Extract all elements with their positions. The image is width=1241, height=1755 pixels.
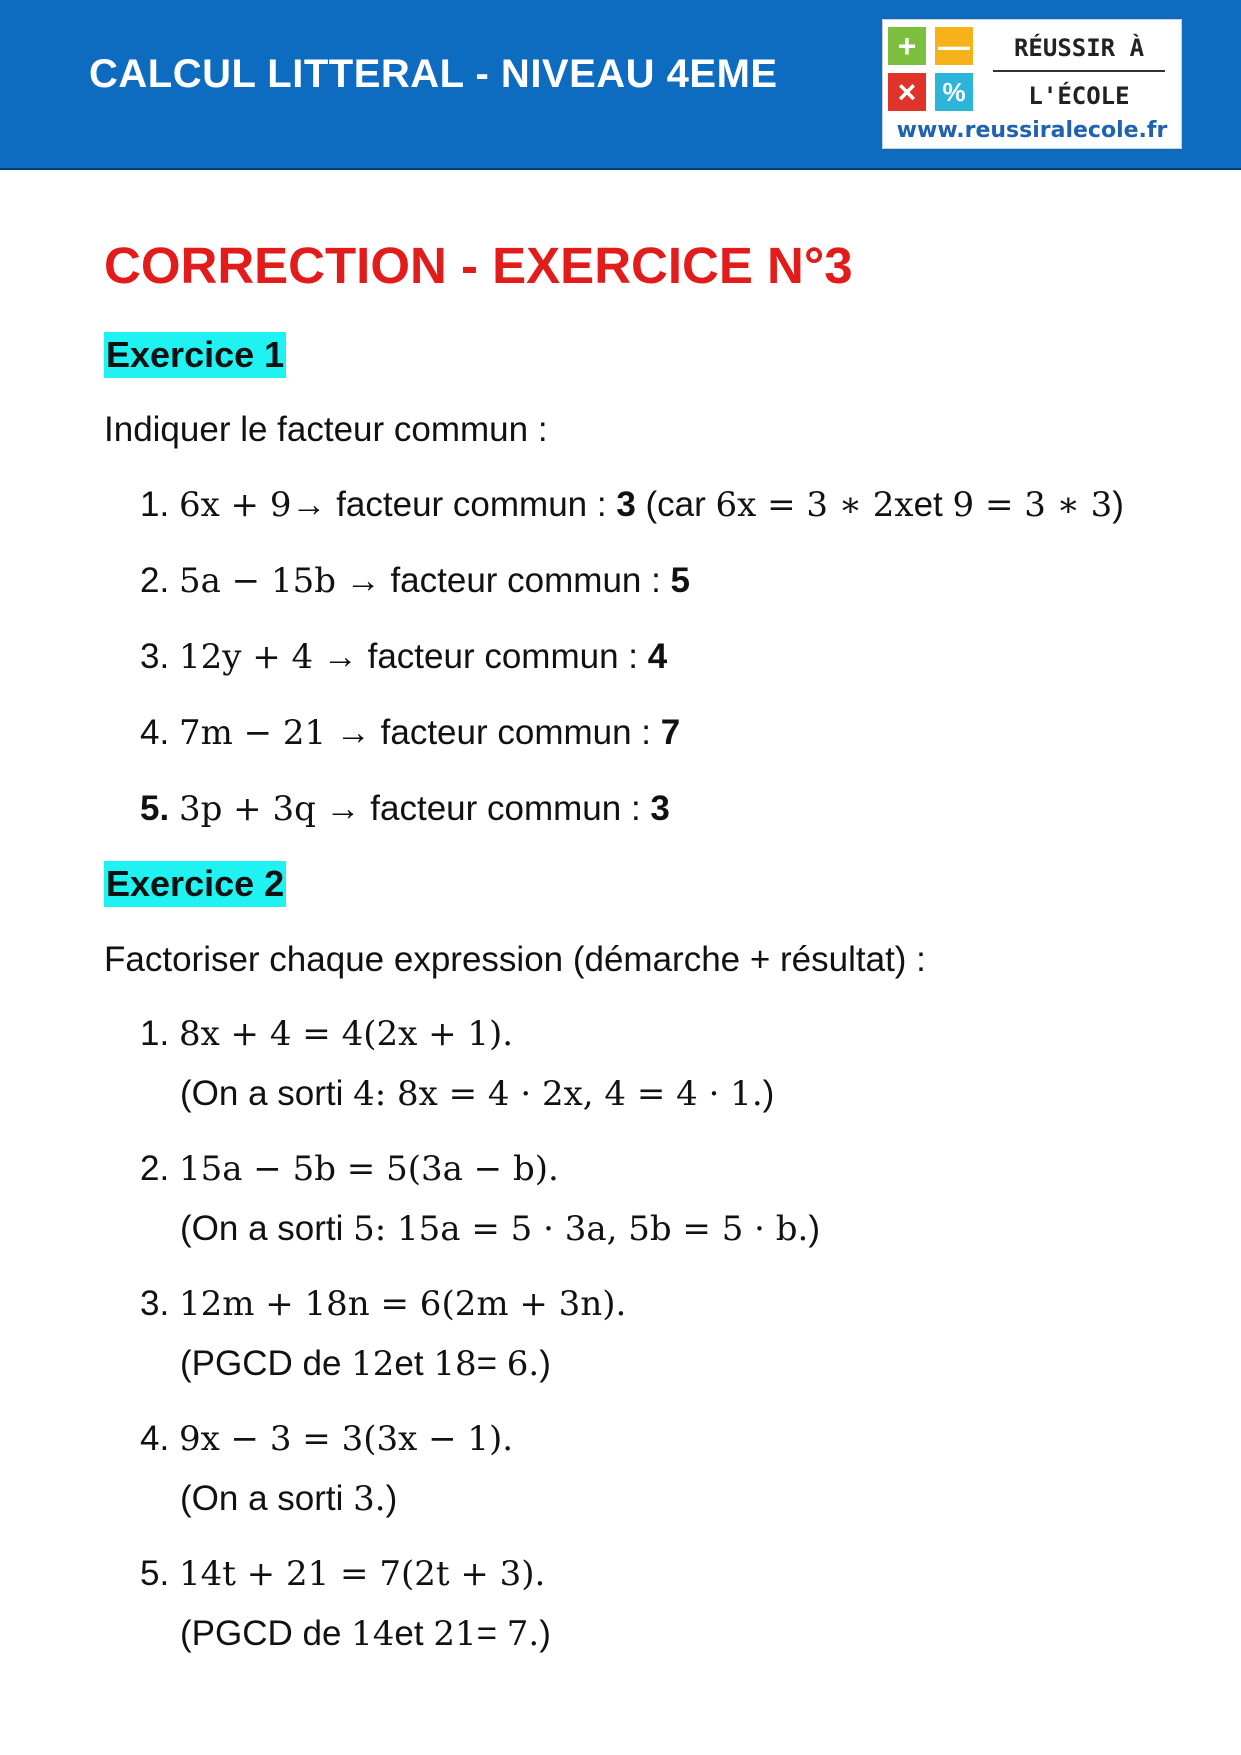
exercise2-item-2 xyxy=(140,1149,559,1189)
note-open: (On a sorti xyxy=(180,1479,354,1518)
note-open: (PGCD de xyxy=(180,1614,352,1653)
arrow-icon: → xyxy=(326,713,371,752)
exercise2-item-4 xyxy=(140,1419,513,1459)
note-open: (On a sorti xyxy=(180,1074,354,1113)
item-expression: 12m + 18n = 6(2m + 3n). xyxy=(178,1284,627,1324)
item-answer: 3 xyxy=(616,485,636,524)
arrow-icon: → xyxy=(313,637,358,676)
logo-divider xyxy=(993,70,1165,72)
header-title: CALCUL LITTERAL - NIVEAU 4EME xyxy=(89,52,778,96)
exercise2-item-5 xyxy=(140,1554,545,1594)
note-eq: = xyxy=(476,1344,507,1383)
item-number: 1. xyxy=(140,485,170,524)
arrow-icon: → xyxy=(315,789,361,828)
note-math: 4: 8x = 4 · 2x, 4 = 4 · 1. xyxy=(353,1074,763,1114)
item-expression: 8x + 4 = 4(2x + 1). xyxy=(178,1014,514,1054)
item-label: facteur commun : xyxy=(360,789,651,828)
page-title: CORRECTION - EXERCICE N°3 xyxy=(104,237,853,294)
item-expression: 5a − 15b xyxy=(178,561,336,601)
logo-text-line1: RÉUSSIR À xyxy=(1013,34,1145,62)
exercise2-item-1-note xyxy=(180,1074,774,1114)
note-close: ) xyxy=(539,1614,551,1653)
note-mid: et xyxy=(394,1614,434,1653)
exercise2-item-3-note xyxy=(180,1344,551,1384)
note-close: ) xyxy=(808,1209,820,1248)
logo-url-link[interactable]: www.reussiralecole.fr xyxy=(896,118,1168,143)
exercise2-intro: Factoriser chaque expression (démarche + résultat) : xyxy=(104,940,926,979)
header-banner xyxy=(0,0,1241,170)
plus-icon: + xyxy=(888,27,926,65)
item-expression: 7m − 21 xyxy=(178,713,327,753)
note-math: 12 xyxy=(351,1344,395,1384)
item-number: 1. xyxy=(140,1014,170,1053)
item-label: facteur commun : xyxy=(326,485,617,524)
exercise2-item-1 xyxy=(140,1014,513,1054)
item-answer: 7 xyxy=(660,713,681,752)
note-open: (PGCD de xyxy=(180,1344,352,1383)
exercise2-item-4-note xyxy=(180,1479,397,1519)
multiply-icon: × xyxy=(888,73,926,111)
item-note-et: et xyxy=(913,485,953,524)
percent-icon: % xyxy=(935,73,973,111)
exercise1-intro: Indiquer le facteur commun : xyxy=(104,410,548,449)
item-note-math2: 9 = 3 ∗ 3 xyxy=(952,485,1113,525)
note-math: 3. xyxy=(353,1479,386,1519)
note-math: 14 xyxy=(351,1614,395,1654)
item-note-close: ) xyxy=(1112,485,1124,524)
item-answer: 5 xyxy=(670,561,691,600)
exercise1-heading: Exercice 1 xyxy=(104,332,286,378)
item-expression: 6x + 9 xyxy=(178,485,292,525)
item-number: 4. xyxy=(140,1419,170,1458)
item-expression: 9x − 3 = 3(3x − 1). xyxy=(178,1419,514,1459)
note-math2: 21 xyxy=(433,1614,477,1654)
note-math: 5: 15a = 5 · 3a, 5b = 5 · b. xyxy=(353,1209,809,1249)
item-number: 5. xyxy=(140,1554,170,1593)
note-math3: 6. xyxy=(506,1344,540,1384)
exercise1-item-3 xyxy=(140,637,667,677)
arrow-icon: → xyxy=(335,561,381,600)
item-label: facteur commun : xyxy=(380,561,671,600)
note-close: ) xyxy=(539,1344,551,1383)
item-number: 3. xyxy=(140,637,170,676)
note-close: ) xyxy=(762,1074,775,1113)
item-answer: 3 xyxy=(650,789,670,828)
item-number: 4. xyxy=(140,713,170,752)
item-label: facteur commun : xyxy=(357,637,648,676)
exercise2-item-3 xyxy=(140,1284,626,1324)
item-expression: 14t + 21 = 7(2t + 3). xyxy=(178,1554,546,1594)
item-note-math: 6x = 3 ∗ 2x xyxy=(715,485,914,525)
note-open: (On a sorti xyxy=(180,1209,354,1248)
item-note-open: (car xyxy=(635,485,716,524)
note-math3: 7. xyxy=(506,1614,540,1654)
exercise2-item-2-note xyxy=(180,1209,820,1249)
item-number: 3. xyxy=(140,1284,170,1323)
item-number: 2. xyxy=(140,1149,170,1188)
exercise1-item-5 xyxy=(140,789,670,829)
note-eq: = xyxy=(476,1614,507,1653)
exercise1-item-4 xyxy=(140,713,680,753)
item-expression: 3p + 3q xyxy=(178,789,316,829)
note-math2: 18 xyxy=(433,1344,477,1384)
item-answer: 4 xyxy=(647,637,668,676)
site-logo[interactable] xyxy=(882,19,1182,149)
arrow-icon: → xyxy=(291,485,327,524)
item-expression: 15a − 5b = 5(3a − b). xyxy=(178,1149,559,1189)
minus-icon: — xyxy=(935,27,973,65)
exercise2-item-5-note xyxy=(180,1614,551,1654)
exercise2-heading: Exercice 2 xyxy=(104,861,286,907)
exercise1-item-2 xyxy=(140,561,690,601)
item-number: 5. xyxy=(140,789,170,828)
item-number: 2. xyxy=(140,561,170,600)
item-expression: 12y + 4 xyxy=(178,637,314,677)
logo-text-line2: L'ÉCOLE xyxy=(1028,82,1130,110)
item-label: facteur commun : xyxy=(370,713,661,752)
note-mid: et xyxy=(394,1344,434,1383)
note-close: ) xyxy=(385,1479,398,1518)
exercise1-item-1 xyxy=(140,485,1124,525)
